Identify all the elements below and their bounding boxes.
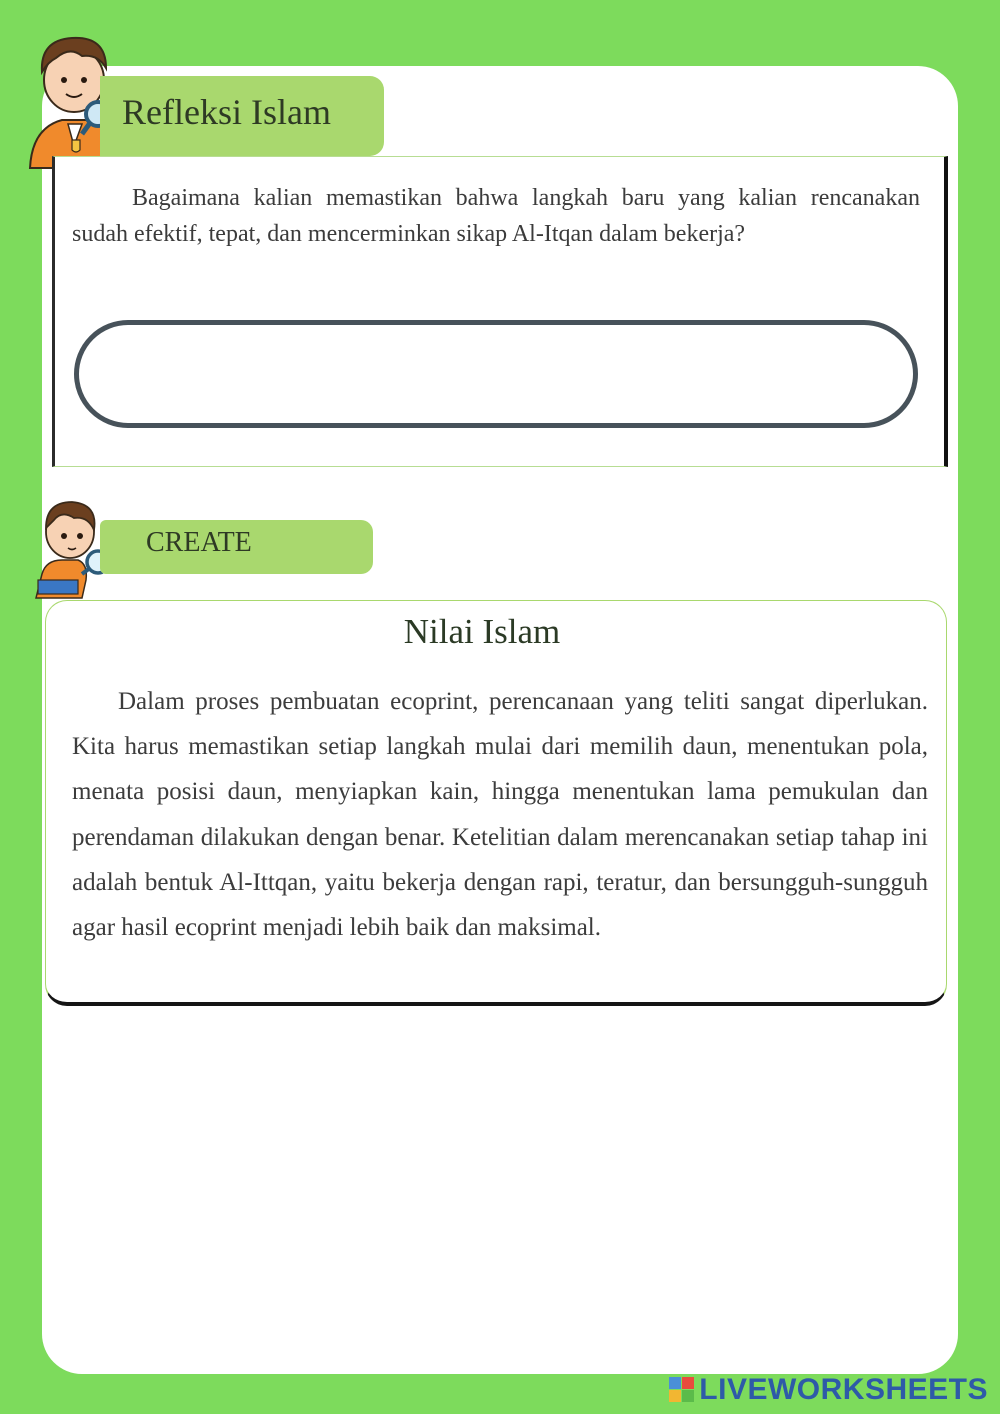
reflection-answer-input[interactable] — [74, 320, 918, 428]
liveworksheets-logo-icon — [669, 1375, 695, 1405]
reflection-question: Bagaimana kalian memastikan bahwa langkah baru yang kalian rencanakan sudah efektif, tepat, dan mencerminkan sikap Al-Itqan dalam bekerja? — [72, 185, 920, 247]
liveworksheets-brand — [669, 1372, 988, 1408]
create-heading: CREATE — [100, 520, 373, 574]
nilai-islam-text: Dalam proses pembuatan ecoprint, perencanaan yang teliti sangat diperlukan. Kita harus memastikan setiap langkah mulai dari memilih daun, menentukan pola, menata posisi daun, menyiapkan kain, hingga menentukan lama pemukulan dan perendaman dilakukan dengan benar. Ketelitian dalam merencanakan setiap tahap ini adalah bentuk Al-Ittqan, yaitu bekerja dengan rapi, teratur, dan bersungguh-sungguh agar hasil ecoprint menjadi lebih baik dan maksimal. — [72, 688, 928, 942]
refleksi-islam-heading: Refleksi Islam — [100, 76, 384, 156]
brand-name: LIVEWORKSHEETS — [699, 1373, 988, 1406]
nilai-islam-title: Nilai Islam — [403, 612, 561, 651]
